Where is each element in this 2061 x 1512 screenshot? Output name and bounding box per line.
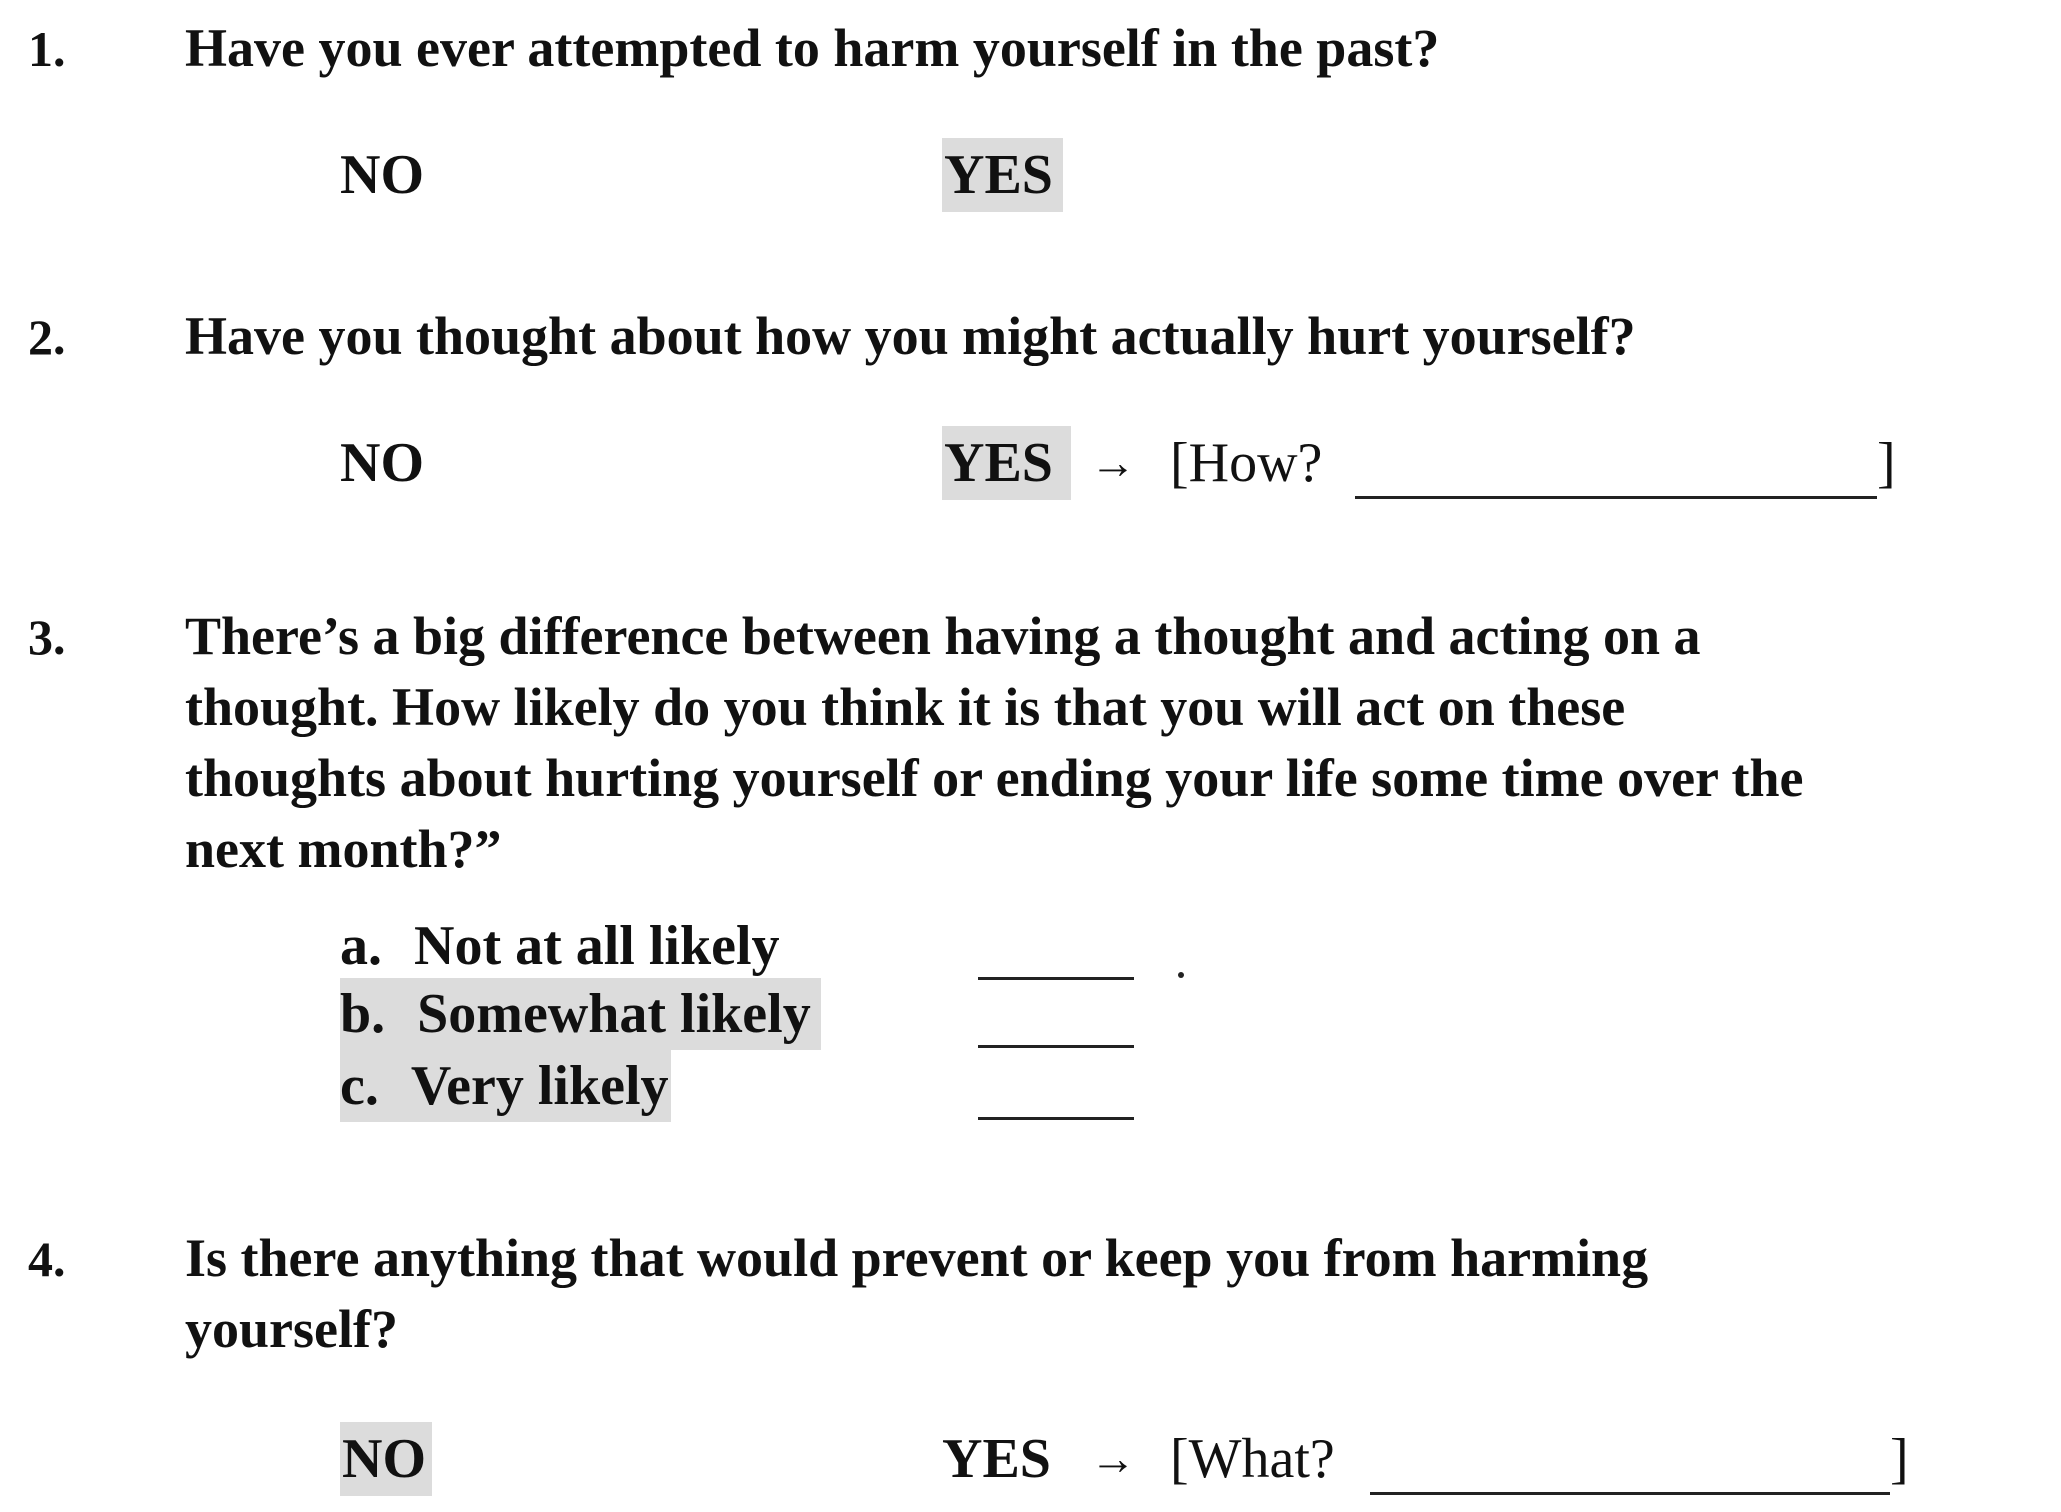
question-4-what-bracket: ] — [1890, 1428, 1909, 1490]
question-2-no-option[interactable]: NO — [340, 432, 424, 494]
question-4-no-option[interactable]: NO — [340, 1422, 432, 1496]
question-1-text: Have you ever attempted to harm yourself in the past? — [185, 18, 1440, 78]
question-3-text-line-4: next month?” — [185, 819, 502, 879]
question-3-text-line-2: thought. How likely do you think it is that you will act on these — [185, 677, 1626, 737]
question-4-what-prompt: [What? — [1170, 1428, 1335, 1490]
choice-letter: c. — [340, 1055, 379, 1117]
question-2-number: 2. — [28, 309, 66, 365]
choice-label: Somewhat likely — [417, 983, 811, 1045]
question-3-text-line-3: thoughts about hurting yourself or ending your life some time over the — [185, 748, 1804, 808]
question-3-choice-b[interactable] — [340, 978, 821, 1050]
choice-label: Very likely — [410, 1055, 669, 1117]
question-3-choice-c-field[interactable] — [978, 1117, 1134, 1120]
question-3-number: 3. — [28, 609, 66, 665]
question-3-choice-a[interactable] — [340, 910, 780, 982]
question-4-what-field[interactable] — [1370, 1492, 1890, 1495]
question-2-text: Have you thought about how you might actually hurt yourself? — [185, 306, 1636, 366]
question-1-number: 1. — [28, 21, 66, 77]
question-1-yes-option[interactable]: YES — [942, 138, 1063, 212]
question-3-choice-a-field[interactable] — [978, 977, 1134, 980]
question-4-text-line-1: Is there anything that would prevent or keep you from harming — [185, 1228, 1649, 1288]
question-1-no-option[interactable]: NO — [340, 144, 424, 206]
question-2-yes-option[interactable]: YES — [942, 426, 1071, 500]
question-2-arrow-icon: → — [1090, 437, 1136, 488]
choice-letter: a. — [340, 915, 382, 977]
question-4-arrow-icon: → — [1090, 1433, 1136, 1484]
question-4-number: 4. — [28, 1231, 66, 1287]
question-4-text-line-2: yourself? — [185, 1299, 398, 1359]
stray-dot — [1178, 972, 1184, 978]
choice-label: Not at all likely — [414, 915, 780, 977]
question-4-yes-option[interactable]: YES — [942, 1428, 1051, 1490]
question-3-text-line-1: There’s a big difference between having a thought and acting on a — [185, 606, 1701, 666]
question-3-choice-b-field[interactable] — [978, 1045, 1134, 1048]
question-2-how-field[interactable] — [1355, 496, 1877, 499]
question-2-how-bracket: ] — [1877, 432, 1896, 494]
choice-letter: b. — [340, 983, 386, 1045]
question-3-choice-c[interactable] — [340, 1050, 671, 1122]
question-2-how-prompt: [How? — [1170, 432, 1323, 494]
